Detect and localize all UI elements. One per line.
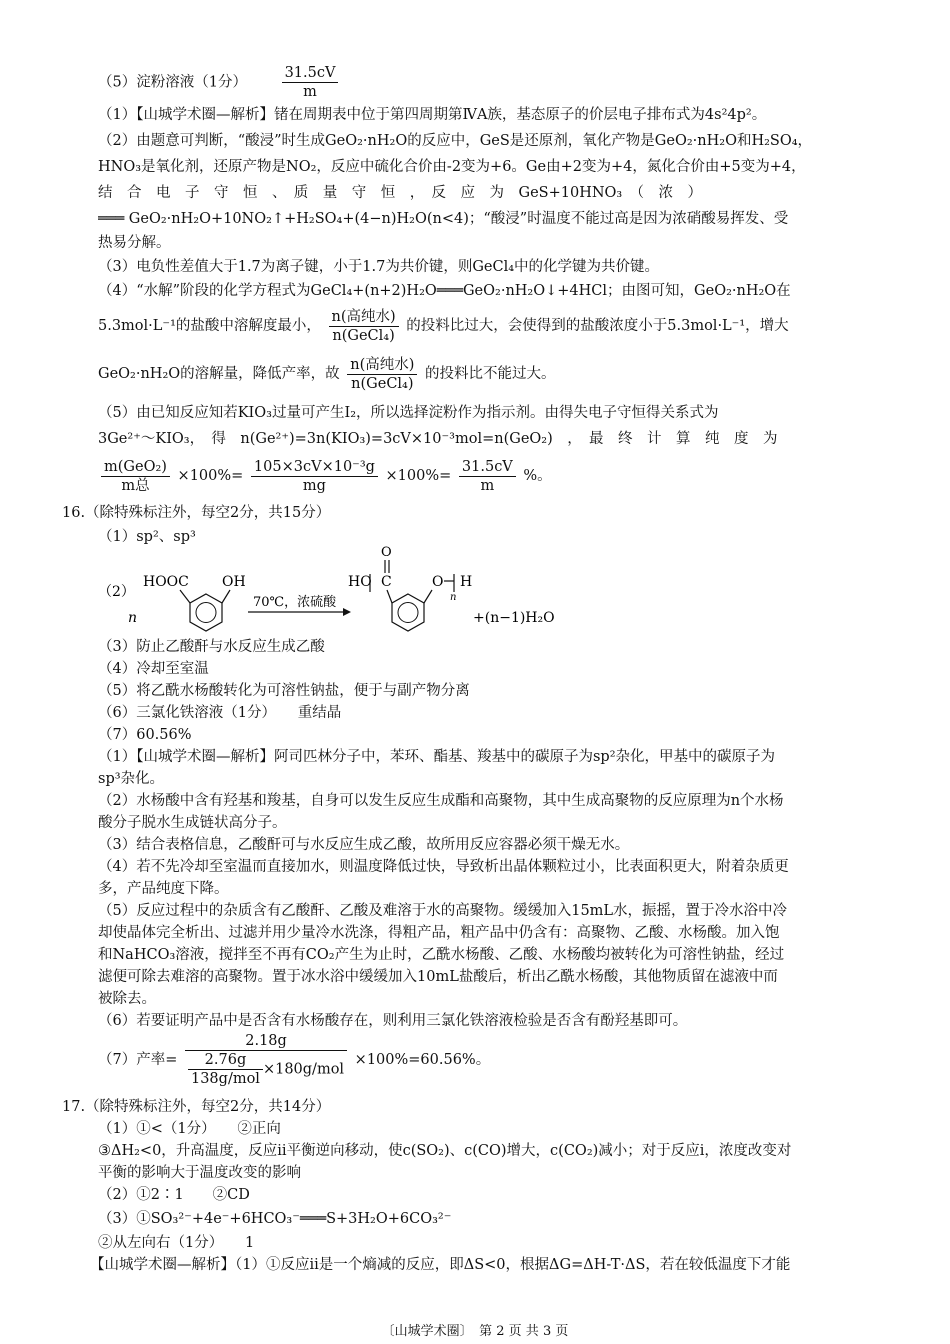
benzene-ring-right-circle — [398, 603, 418, 623]
analysis-text: ×100%=60.56%。 — [354, 1052, 491, 1068]
carbonyl-carbon: C — [381, 574, 392, 590]
analysis-line: （2）由题意可判断，“酸浸”时生成GeO₂·nH₂O的反应中，GeS是还原剂，氧化产物是GeO₂·nH₂O和H₂SO₄， — [98, 133, 813, 149]
analysis-line: （3）电负性差值大于1.7为离子键，小于1.7为共价键，则GeCl₄中的化学键为共价键。 — [98, 259, 660, 275]
analysis-text: （7）产率= — [98, 1052, 178, 1068]
analysis-line: 多，产品纯度下降。 — [98, 881, 229, 897]
analysis-line: （3）结合表格信息，乙酸酐可与水反应生成乙酸，故所用反应容器必须干燥无水。 — [98, 837, 630, 853]
answer-line: （2）①2∶1 ②CD — [98, 1187, 250, 1203]
fraction — [282, 64, 339, 101]
analysis-text: ×100%= — [177, 468, 244, 484]
benzene-ring-right — [392, 594, 424, 631]
reaction-diagram — [98, 540, 658, 640]
carboxyl-label: HOOC — [143, 574, 189, 590]
analysis-line: （5）由已知反应知若KIO₃过量可产生I₂，所以选择淀粉作为指示剂。由得失电子守恒得关系式为 — [98, 405, 719, 421]
fraction-denominator — [185, 1051, 347, 1088]
hydroxyl-label: OH — [222, 574, 246, 590]
answer-line: 平衡的影响大于温度改变的影响 — [98, 1165, 301, 1181]
analysis-line: HNO₃是氧化剂，还原产物是NO₂，反应中硫化合价由-2变为+6。Ge由+2变为+4，氮化合价由+5变为+4， — [98, 159, 806, 175]
inner-fraction — [188, 1051, 263, 1088]
benzene-ring-left-circle — [196, 603, 216, 623]
analysis-line: 却使晶体完全析出、过滤并用少量冷水洗涤，得粗产品，粗产品中仍含有：高聚物、乙酸、水杨酸。加入饱 — [98, 925, 780, 941]
fraction-numerator: 31.5cV — [282, 64, 339, 83]
analysis-line: （5）反应过程中的杂质含有乙酸酐、乙酸及难溶于水的高聚物。缓缓加入15mL水，振摇，置于冷水浴中冷 — [98, 903, 788, 919]
fraction-denominator: n(GeCl₄) — [351, 375, 414, 392]
benzene-ring-left — [190, 594, 222, 631]
page-footer: 〔山城学术圈〕 第 2 页 共 3 页 — [381, 1324, 569, 1339]
analysis-text: %。 — [523, 468, 552, 484]
analysis-text: ×100%= — [385, 468, 452, 484]
fraction-denominator: m — [480, 477, 495, 494]
analysis-text: 的投料比过大，会使得到的盐酸浓度小于5.3mol·L⁻¹，增大 — [406, 318, 789, 334]
arrow-head — [343, 608, 351, 616]
question-header: 16.（除特殊标注外，每空2分，共15分） — [62, 505, 331, 521]
answer-line: （3）①SO₃²⁻+4e⁻+6HCO₃⁻═══S+3H₂O+6CO₃²⁻ — [98, 1211, 452, 1227]
polymer-n: n — [450, 592, 457, 603]
n-label: n — [128, 610, 138, 626]
analysis-line: 和NaHCO₃溶液，搅拌至不再有CO₂产生为止时，乙酰水杨酸、乙酸、水杨酸均被转化为可溶性钠盐，经过 — [98, 947, 785, 963]
answer-line: （3）防止乙酸酐与水反应生成乙酸 — [98, 639, 325, 655]
analysis-line: （6）若要证明产品中是否含有水杨酸存在，则利用三氯化铁溶液检验是否含有酚羟基即可。 — [98, 1013, 688, 1029]
answer-line: （4）冷却至室温 — [98, 661, 209, 677]
analysis-line: 热易分解。 — [98, 235, 171, 251]
fraction-denominator: m — [303, 84, 317, 100]
bond-right-oxygen — [424, 590, 432, 603]
fraction-numerator: 2.18g — [185, 1032, 347, 1051]
analysis-line: （1）【山城学术圈—解析】阿司匹林分子中，苯环、酯基、羧基中的碳原子为sp²杂化，甲基中的碳原子为 — [98, 749, 776, 765]
fraction-numerator: n(高纯水) — [329, 308, 399, 327]
fraction-numerator: 2.76g — [188, 1051, 263, 1070]
fraction — [329, 308, 399, 345]
bond-right-carbonyl — [387, 590, 392, 603]
reaction-scheme — [98, 540, 658, 640]
analysis-line: 被除去。 — [98, 991, 156, 1007]
question-header: 17.（除特殊标注外，每空2分，共14分） — [62, 1099, 331, 1115]
analysis-line — [98, 352, 888, 396]
answer-text: （5）淀粉溶液（1分） — [98, 74, 247, 91]
answer-line: ②从左向右（1分） 1 — [98, 1235, 255, 1251]
answer-label: （2） — [98, 584, 135, 600]
fraction-denominator: m总 — [121, 477, 150, 494]
analysis-line: （4）“水解”阶段的化学方程式为GeCl₄+(n+2)H₂O═══GeO₂·nH₂O↓+4HCl；由图可知，GeO₂·nH₂O在 — [98, 283, 791, 299]
fraction-denominator: mg — [302, 477, 326, 494]
analysis-line: 滤便可除去难溶的高聚物。置于冰水浴中缓缓加入10mL盐酸后，析出乙酰水杨酸，其他物质留在滤液中而 — [98, 969, 778, 985]
analysis-line: sp³杂化。 — [98, 771, 165, 787]
carbonyl-oxygen: O — [381, 545, 392, 560]
analysis-line: ═══ GeO₂·nH₂O+10NO₂↑+H₂SO₄+(4−n)H₂O(n<4)；“酸浸”时温度不能过高是因为浓硝酸易挥发、受 — [98, 211, 789, 227]
analysis-line: （4）若不先冷却至室温而直接加水，则温度降低过快，导致析出晶体颗粒过小，比表面积更大，附着杂质更 — [98, 859, 789, 875]
fraction — [347, 356, 417, 393]
analysis-line — [98, 452, 888, 500]
ester-oxygen: O — [432, 574, 444, 590]
answer-line: ③ΔH₂<0，升高温度，反应ⅱ平衡逆向移动，使c(SO₂)、c(CO)增大，c(CO₂)减小；对于反应ⅰ，浓度改变对 — [98, 1143, 792, 1159]
analysis-line: 3Ge²⁺～KIO₃， 得 n(Ge²⁺)=3n(KIO₃)=3cV×10⁻³mol=n(GeO₂) ， 最 终 计 算 纯 度 为 — [98, 431, 778, 447]
analysis-text: 的投料比不能过大。 — [425, 366, 556, 382]
fraction-numerator: 31.5cV — [459, 458, 516, 477]
bond-left-hydroxyl — [222, 590, 230, 603]
fraction — [185, 1032, 347, 1088]
analysis-text: GeO₂·nH₂O的溶解量，降低产率，故 — [98, 366, 340, 382]
analysis-line — [98, 304, 888, 348]
analysis-text: ×180g/mol — [262, 1061, 345, 1078]
analysis-line: （1）【山城学术圈—解析】锗在周期表中位于第四周期第ⅣA族，基态原子的价层电子排布式为4s²4p²。 — [98, 107, 767, 123]
water-byproduct: +(n−1)H₂O — [473, 610, 555, 626]
fraction-numerator: 105×3cV×10⁻³g — [251, 458, 378, 477]
fraction — [101, 458, 170, 495]
fraction-numerator: m(GeO₂) — [101, 458, 170, 477]
answer-line: （7）60.56% — [98, 727, 192, 743]
fraction-numerator: n(高纯水) — [347, 356, 417, 375]
answer-line: （5）将乙酰水杨酸转化为可溶性钠盐，便于与副产物分离 — [98, 683, 470, 699]
yield-formula — [98, 1030, 888, 1090]
product-ho: HO — [348, 574, 372, 590]
analysis-text: 5.3mol·L⁻¹的盐酸中溶解度最小， — [98, 318, 321, 334]
reaction-condition: 70℃，浓硫酸 — [253, 595, 337, 610]
bond-left-carboxyl — [180, 590, 190, 603]
answer-line: （6）三氯化铁溶液（1分） 重结晶 — [98, 705, 342, 721]
analysis-line: 酸分子脱水生成链状高分子。 — [98, 815, 287, 831]
analysis-line: （2）水杨酸中含有羟基和羧基，自身可以发生反应生成酯和高聚物，其中生成高聚物的反应原理为n个水杨 — [98, 793, 784, 809]
fraction-denominator: 138g/mol — [190, 1071, 260, 1087]
product-h: H — [460, 574, 473, 590]
fraction — [459, 458, 516, 495]
fraction-denominator: n(GeCl₄) — [332, 327, 395, 344]
answer-line — [98, 64, 888, 101]
answer-line: （1）①<（1分） ②正向 — [98, 1121, 281, 1137]
analysis-line: 【山城学术圈—解析】（1）①反应ⅱ是一个熵减的反应，即ΔS<0，根据ΔG=ΔH-T·ΔS，若在较低温度下才能 — [90, 1257, 791, 1273]
fraction — [251, 458, 378, 495]
analysis-line: 结 合 电 子 守 恒 、 质 量 守 恒 ， 反 应 为 GeS+10HNO₃ （ 浓 ） — [98, 185, 702, 201]
answer-line: （1）sp²、sp³ — [98, 529, 196, 545]
